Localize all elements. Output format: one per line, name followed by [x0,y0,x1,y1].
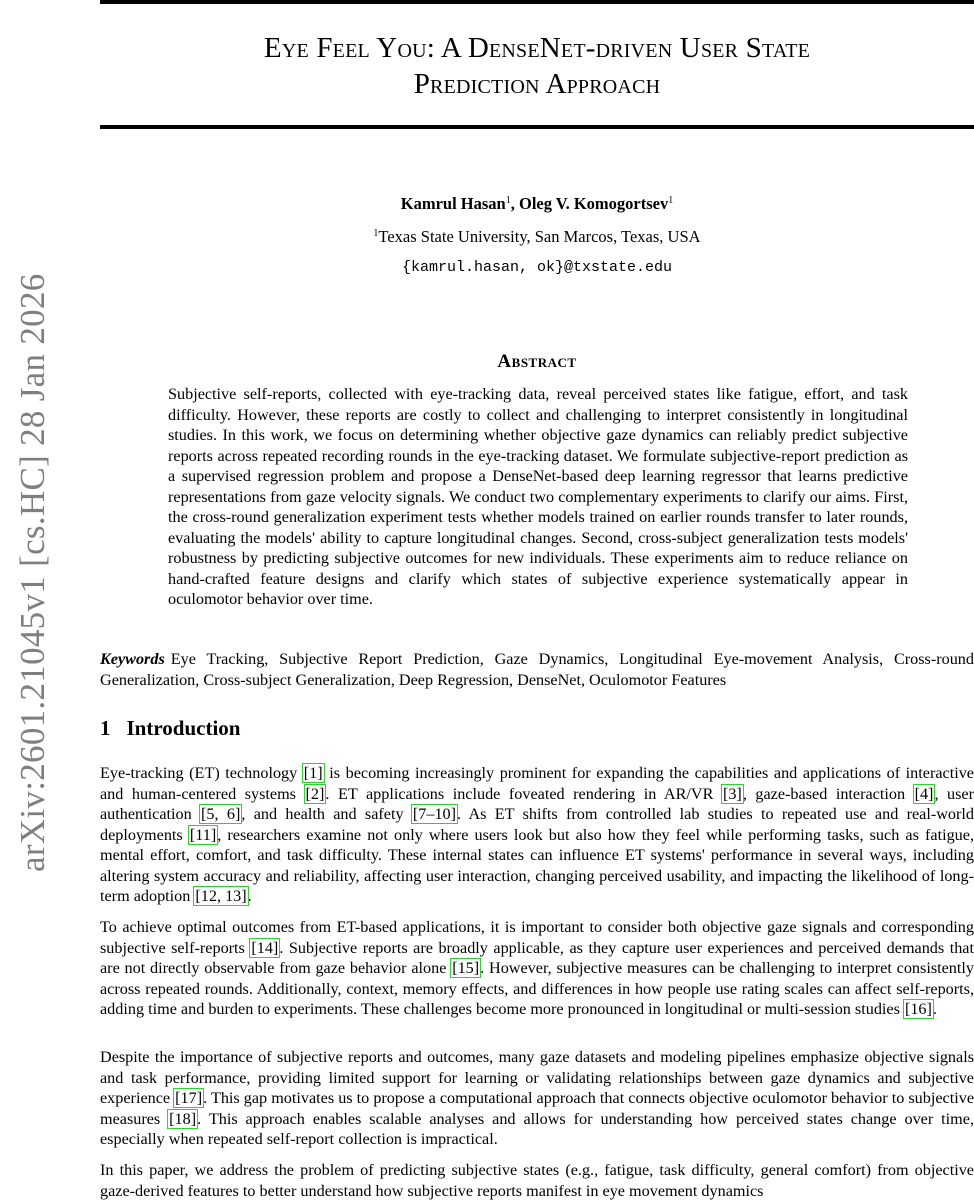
affiliation-marker: 1 [505,195,511,206]
citation-link[interactable]: [1] [303,764,323,782]
abstract-heading: Abstract [497,351,577,372]
citation-link[interactable]: [16] [904,1000,932,1018]
citation-link[interactable]: [12, 13] [195,887,247,905]
intro-paragraph-2 [100,917,974,1020]
citation-link[interactable]: [7–10] [412,805,457,823]
author-name: Kamrul Hasan [400,194,506,213]
citation-link[interactable]: [4] [914,784,934,803]
paragraph-text: To achieve optimal outcomes from ET-based applications, it is important to consider both objective gaze signals and corresponding subjective self-reports [100,918,974,957]
title-top-rule [100,0,974,4]
section-heading [100,716,240,741]
paragraph-text: . As ET shifts from controlled lab studies to repeated use and real-world deployments [100,805,974,844]
arxiv-identifier-stamp: arXiv:2601.21045v1 [cs.HC] 28 Jan 2026 [13,273,52,872]
title-line-1: Eye Feel You: A DenseNet-driven User State [263,32,811,64]
citation-link[interactable]: [2] [305,784,325,803]
paragraph-text: , and health and safety [241,805,412,823]
abstract-body: Subjective self-reports, collected with eye-tracking data, reveal perceived states like fatigue, effort, and task difficulty. However, these reports are costly to collect and challenging to interpret consistently in longitudinal studies. In this work, we focus on determining whether objective gaze dynamics can reliably predict subjective reports across repeated recording rounds in the eye-tracking dataset. We formulate subjective-report prediction as a supervised regression problem and propose a DenseNet-based deep learning regressor that learns predictive representations from gaze velocity signals. We conduct two complementary experiments to clarify our aims. First, the cross-round generalization experiment tests whether models trained on earlier rounds transfer to later rounds, evaluating the models' ability to capture longitudinal changes. Second, cross-subject generalization tests models' robustness by predicting subjective outcomes for new individuals. These experiments aim to reduce reliance on hand-crafted feature designs and clarify which states of subjective experience systematically appear in oculomotor behavior over time. [168,385,908,608]
paragraph-text: . Subjective reports are broadly applicable, as they capture user experiences and perceived demands that are not directly observable from gaze behavior alone [100,938,974,977]
paragraph-text: . However, subjective measures can be challenging to interpret consistently across repeated rounds. Additionally, context, memory effects, and differences in how people use rating scales can affect self-reports, adding time and burden to experiments. These challenges become more pronounced in longitudinal or multi-session studies [100,959,974,1018]
citation-link[interactable]: [5, 6] [201,805,241,823]
paragraph-text: , user authentication [100,784,974,823]
citation-link[interactable]: [15] [452,959,480,977]
intro-paragraph-1 [100,763,974,907]
paragraph-text: . [932,1000,937,1018]
citation-link[interactable]: [14] [251,938,279,957]
paragraph-text: Despite the importance of subjective reports and outcomes, many gaze datasets and modeling pipelines emphasize objective signals and task performance, providing limited support for learning or validating relationships between gaze dynamics and subjective experience [100,1048,974,1107]
affiliation-marker: 1 [668,195,674,206]
title-bottom-rule [100,125,974,129]
section-number: 1 [100,716,111,740]
paragraph-text: , gaze-based interaction [742,784,914,803]
paper-title [100,30,974,102]
paragraph-text: , researchers examine not only where users look but also how they feel while performing tasks, such as fatigue, mental effort, comfort, and task difficulty. These internal states can influence ET systems' performance in several ways, including altering system accuracy and reliability, affecting user interaction, changing perceived usability, and impacting the likelihood of long-term adoption [100,825,974,905]
affiliation-marker: 1 [373,228,379,239]
author-email: {kamrul.hasan, ok}@txstate.edu [401,259,673,276]
section-title: Introduction [126,716,241,740]
intro-paragraph-4 [100,1160,974,1201]
keywords-text: Eye Tracking, Subjective Report Prediction, Gaze Dynamics, Longitudinal Eye-movement Analysis, Cross-round Generalization, Cross-subject Generalization, Deep Regression, DenseNet, Oculomotor Features [100,650,974,689]
author-name: Oleg V. Komogortsev [518,194,669,213]
citation-link[interactable]: [18] [169,1109,197,1128]
affiliation-text: Texas State University, San Marcos, Texas, USA [378,227,701,246]
paragraph-text: Eye-tracking (ET) technology [100,764,303,782]
paragraph-text: . ET applications include foveated rendering in AR/VR [325,784,722,803]
paragraph-text: . [247,887,252,905]
author-separator: , [510,194,519,213]
citation-link[interactable]: [3] [722,784,742,803]
citation-link[interactable]: [17] [175,1089,203,1107]
paragraph-text: In this paper, we address the problem of predicting subjective states (e.g., fatigue, task difficulty, general comfort) from objective gaze-derived features to better understand how subjective reports manifest in eye movement dynamics [100,1161,974,1200]
keywords-label: Keywords [100,650,165,668]
paragraph-text: is becoming increasingly prominent for expanding the capabilities and applications of interactive and human-centered systems [100,764,974,803]
paragraph-text: . This approach enables scalable analyses and allows for understanding how perceived states change over time, especially when repeated self-report collection is impractical. [100,1109,974,1148]
intro-paragraph-3 [100,1047,974,1150]
author-list [100,194,974,214]
affiliation [100,227,974,247]
paragraph-text: . This gap motivates us to propose a computational approach that connects objective oculomotor behavior to subjective measures [100,1089,974,1128]
title-line-2: Prediction Approach [413,68,661,100]
keywords [100,649,974,690]
citation-link[interactable]: [11] [189,825,217,844]
